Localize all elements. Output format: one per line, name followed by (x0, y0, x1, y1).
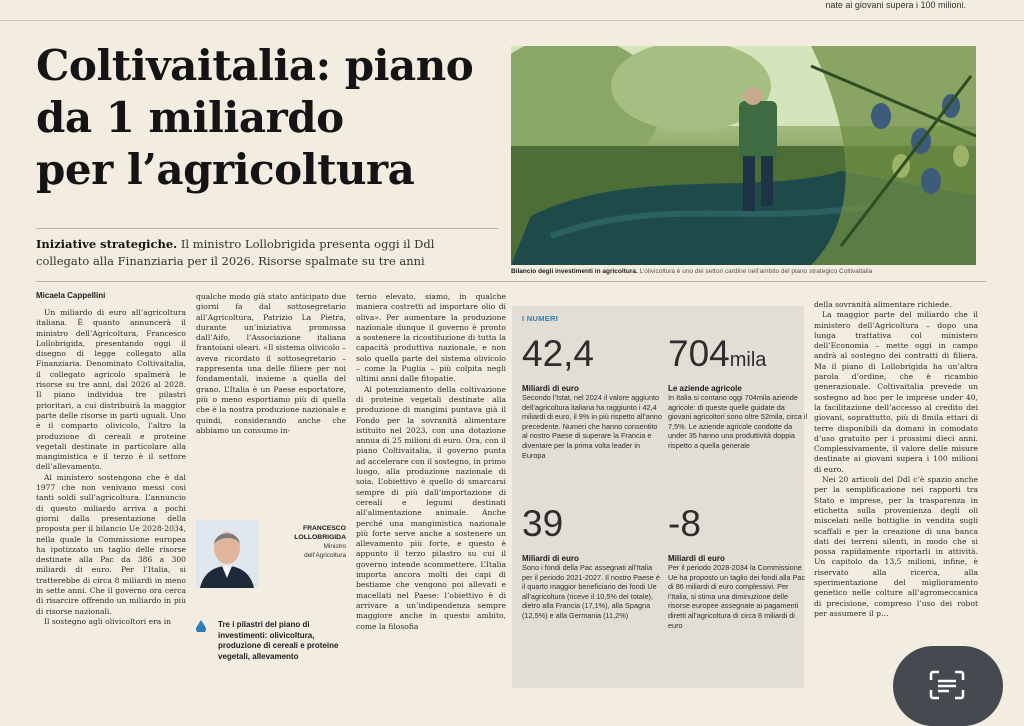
article-column-4 (814, 300, 978, 619)
portrait-photo (196, 520, 258, 588)
photo-caption (511, 268, 981, 275)
stat-text: In Italia si contano oggi 704mila aziende agricole: di queste quelle guidate da giovani agricoltori sono oltre 52mila, circa il 7,5%. Le aziende agricole condotte da under 35 hanno una produttività doppia rispetto a quella generale (668, 393, 808, 450)
olive-harvest-photo (511, 46, 976, 265)
stat-label: Miliardi di euro (668, 554, 725, 563)
stat-number: 704mila (668, 333, 767, 374)
text-scan-icon (929, 670, 965, 700)
stat-block (522, 504, 662, 621)
subhead-text: Il ministro Lollobrigida presenta oggi il Ddl collegato alla Finanziaria per il 2026. Risorse spalmate su tre anni (36, 237, 435, 268)
subhead (36, 236, 486, 270)
headline-line: per l’agricoltura (36, 145, 415, 194)
author-byline: Micaela Cappellini (36, 291, 106, 300)
pillars-text: Tre i pilastri del piano di investimenti: olivicoltura, produzione di cereali e proteine vegetali, allevamento (218, 620, 339, 661)
caption-title: Bilancio degli investimenti in agricoltura. (511, 268, 638, 275)
paragraph: Il sostegno agli olivicoltori era in (44, 616, 172, 626)
paragraph: terno elevato, siamo, in qualche maniera costretti ad importare olio di oliva». Per aumentare la produzione nazionale dunque il governo è pronto a sostenere la ricostituzione di tutta la capacità produttiva nazionale, e non solo quella parte del sistema olivicolo – come la Puglia – più colpita negli ultimi anni dalle fitopatie. (356, 292, 506, 384)
paragraph: della sovranità alimentare richiede. (814, 300, 952, 309)
portrait-role: Ministro dell’Agricoltura (304, 543, 346, 559)
top-note: nate ai giovani supera i 100 milioni. (825, 0, 966, 10)
divider (36, 228, 498, 229)
headline (36, 40, 476, 196)
stat-label: Miliardi di euro (522, 384, 579, 393)
stat-number: -8 (668, 503, 701, 544)
portrait-caption (282, 524, 346, 560)
stat-label: Miliardi di euro (522, 554, 579, 563)
stat-number: 42,4 (522, 333, 595, 374)
photo-illustration (511, 46, 976, 265)
portrait-name: FRANCESCO LOLLOBRIGIDA (294, 525, 346, 541)
headline-line: da 1 miliardo (36, 93, 344, 142)
paragraph: Al potenziamento della coltivazione di proteine vegetali destinate alla produzione di mangimi puntava già il Fondo per la sovranità alimentare istituito nel 2023, con una dotazione annua di 25 milioni di euro. Ora, con il piano Coltivaitalia, il governo punta ad accelerare con il sostegno, in primo luogo, alla produzione nazionale di soia. L’obiettivo è quello di smarcarsi sempre di più dall’importazione di cereali e legumi destinati all’alimentazione animale. Anche perché una mangimistica nazionale più forte serve anche a sostenere un allevamento più forte, e questo è appunto il terzo pilastro su cui il governo intende scommettere. L’Italia importa ancora molti dei capi di bestiame che vengono poi allevati e macellati nel Paese: l’obiettivo è di arrivare a un’indipendenza sempre maggiore anche in questo ambito, come la filosofia (356, 384, 506, 631)
stat-label: Le aziende agricole (668, 384, 742, 393)
numbers-box (512, 306, 808, 688)
article-column-3 (356, 292, 506, 632)
paragraph: Nei 20 articoli del Ddl c’è spazio anche per la semplificazione nei rapporti tra Stato e imprese, per la trasparenza in etichetta sulla provenienza degli oli miscelati nelle bottiglie in vendita sugli scaffali e per la creazione di una banca dati dei terreni silenti, in modo che si possa rapidamente riportarli in attività. Un capitolo da 13,5 milioni, infine, è riservato alla ricerca, alla sperimentazione del miglioramento genetico nelle colture all’agromeccanica di precisione, compreso l’uso dei robot per assumere il p… (814, 475, 978, 618)
divider (36, 281, 986, 282)
numbers-box-title: I NUMERI (522, 314, 559, 323)
article-column-2 (196, 292, 346, 436)
article-column-1 (36, 308, 186, 627)
paragraph: Un miliardo di euro all’agricoltura italiana. È quanto annuncerà il ministro dell’Agricoltura, Francesco Lollobrigida, presentando oggi il disegno di legge collegato alla Finanziaria. Denominato Coltivaitalia, il collegato agricolo spalmerà le risorse su tre anni, dal 2026 al 2028. Il piano individua tre pilastri prioritari, a cui distribuirà la maggior parte delle risorse in parti uguali. Uno è il comparto olivicolo, l’altro la produzione di cereali e proteine vegetali destinate in particolare alla mangimistica e il terzo è il settore dell’allevamento. (36, 308, 186, 472)
stat-block (668, 504, 808, 630)
drop-icon (196, 620, 206, 632)
caption-text: L’olivicoltura è uno dei settori cardine nell’ambito del piano strategico Coltivaitalia (639, 268, 873, 275)
stat-text: Secondo l’Istat, nel 2024 il valore aggiunto dell’agricoltura italiana ha raggiunto i 42,4 miliardi di euro, il 9% in più rispetto all’anno precedente. Numeri che hanno consentito al nostro Paese di superare la Francia e diventare per la prima volta leader in Europa (522, 393, 662, 460)
text-scan-button[interactable] (893, 646, 1003, 726)
paragraph: La maggior parte del miliardo che il ministero dell’Agricoltura – dopo una lunga trattativa col ministero dell’Economia – mette oggi in campo andrà al sostegno dei contratti di filiera. Ma il piano di Lollobrigida ha un’altra parola d’ordine, che è ricambio generazionale. Coltivaitalia prevede un sostegno ad hoc per le imprese under 40, la facilitazione dell’accesso al credito dei giovani, soprattutto, più di 8mila ettari di terre disponibili da domani in comodato d’uso gratuito per i prossimi dieci anni. Complessivamente, il valore delle misure destinate ai giovani supera i 100 milioni di euro. (814, 310, 978, 474)
stat-block (668, 334, 808, 451)
stat-block (522, 334, 662, 460)
subhead-kicker: Iniziative strategiche. (36, 237, 178, 251)
headline-line: Coltivaitalia: piano (36, 41, 474, 90)
paragraph: qualche modo già stato anticipato due giorni fa dal sottosegretario all’Agricoltura, Patrizio La Pietra, durante un’iniziativa promossa dall’Aifo, l’Associazione italiana frantoiani oleari. «Il sistema olivicolo – aveva ricordato il sottosegretario – rappresenta una delle filiere per noi fondamentali, insieme a quella del grano. L’Italia è un Paese esportatore, più o meno esportiamo più di quella che è la nostra produzione nazionale e quindi, considerando anche che abbiamo un consumo in- (196, 292, 346, 435)
paragraph: Al ministero sostengono che è dal 1977 che non venivano messi così tanti soldi sull’agricoltura. L’annuncio di questo miliardo arriva a pochi giorni dalla presentazione della proposta per il bilancio Ue 2028-2034, nella quale la Commissione europea ha ipotizzato un taglio delle risorse destinate alla Pac da 386 a 300 miliardi di euro. Per l’Italia, si tratterebbe di circa 8 miliardi in meno in sette anni. Che il governo ora cerca di risarcire offrendo un miliardo in più di risorse nazionali. (36, 472, 186, 616)
stat-number: 39 (522, 503, 564, 544)
stat-text: Per il periodo 2028-2034 la Commissione Ue ha proposto un taglio dei fondi alla Pac di 86 miliardi di euro complessivi. Per l’Italia, si stima una diminuzione delle risorse europee assegnate ai pagamenti diretti all’agricoltura di circa 8 miliardi di euro (668, 563, 806, 630)
stat-text: Sono i fondi della Pac assegnati all’Italia per il periodo 2021-2027. Il nostro Paese è il quarto maggior beneficiario dei fondi Ue all’agricoltura (riceve il 10,5% del totale), dietro alla Francia (17,1%), alla Spagna (12,5%) e alla Germania (11,2%) (522, 563, 660, 620)
